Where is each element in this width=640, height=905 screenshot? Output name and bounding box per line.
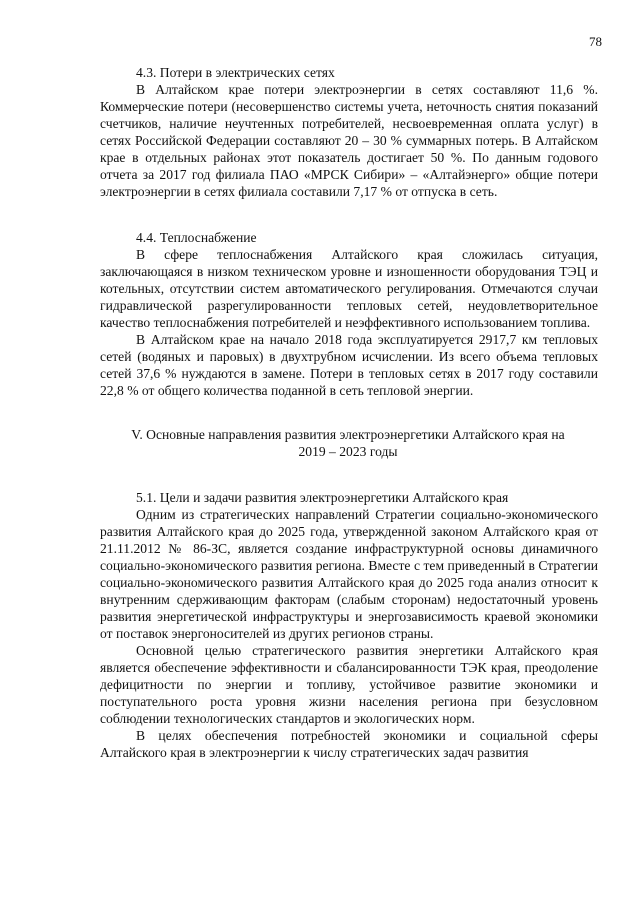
section-4-3-paragraph-1: В Алтайском крае потери электроэнергии в сетях составляют 11,6 %. Коммерческие потери (несовершенство системы учета, неточность снятия показаний счетчиков, наличие неучтенных потребителей, несвоевременная оплата услуг) в сетях Российской Федерации составляют 20 – 30 % суммарных потерь. В Алтайском крае в отдельных районах этот показатель достигает 50 %. По данным годового отчета за 2017 год филиала ПАО «МРСК Сибири» – «Алтайэнерго» общие потери электроэнергии в сетях филиала составили 7,17 % от отпуска в сеть.: [100, 82, 598, 199]
section-5-1-heading: 5.1. Цели и задачи развития электроэнергетики Алтайского края: [136, 490, 509, 505]
chapter-5-title-line-1: V. Основные направления развития электроэнергетики Алтайского края на: [131, 427, 565, 442]
section-4-4-paragraph-2: В Алтайском крае на начало 2018 года эксплуатируется 2917,7 км тепловых сетей (водяных и паровых) в двухтрубном исчислении. Из всего объема тепловых сетей 37,6 % нуждаются в замене. Потери в тепловых сетях в 2017 году составили 22,8 % от общего количества поданной в сеть тепловой энергии.: [100, 332, 598, 398]
document-body: [100, 64, 598, 761]
chapter-5-title-line-2: 2019 – 2023 годы: [298, 444, 398, 459]
section-4-4-paragraph-1: В сфере теплоснабжения Алтайского края сложилась ситуация, заключающаяся в низком техническом уровне и изношенности оборудования ТЭЦ и котельных, отсутствии систем автоматического регулирования. Отмечаются случаи гидравлической разрегулированности тепловых сетей, неудовлетворительное качество теплоснабжения потребителей и неэффективного использованием топлива.: [100, 247, 598, 330]
section-5-1-paragraph-3: В целях обеспечения потребностей экономики и социальной сферы Алтайского края в электроэнергии к числу стратегических задач развития: [100, 728, 598, 760]
section-4-4-heading: 4.4. Теплоснабжение: [136, 230, 257, 245]
section-5-1-paragraph-2: Основной целью стратегического развития энергетики Алтайского края является обеспечение эффективности и сбалансированности ТЭК края, преодоление дефицитности по энергии и топливу, устойчивое развитие экономики и поступательного роста уровня жизни населения региона при безусловном соблюдении технологических стандартов и экологических норм.: [100, 643, 598, 726]
section-4-3-heading: 4.3. Потери в электрических сетях: [136, 65, 335, 80]
page-number: 78: [589, 34, 602, 49]
section-5-1-paragraph-1: Одним из стратегических направлений Стратегии социально-экономического развития Алтайского края до 2025 года, утвержденной законом Алтайского края от 21.11.2012 № 86-ЗС, является создание инфраструктурной основы динамичного социально-экономического развития региона. Вместе с тем приведенный в Стратегии социально-экономического развития Алтайского края до 2025 года анализ относит к внутренним сдерживающим факторам (слабым сторонам) недостаточный уровень развития энергетической инфраструктуры и энергозависимость краевой экономики от поставок энергоносителей из других регионов страны.: [100, 507, 598, 641]
